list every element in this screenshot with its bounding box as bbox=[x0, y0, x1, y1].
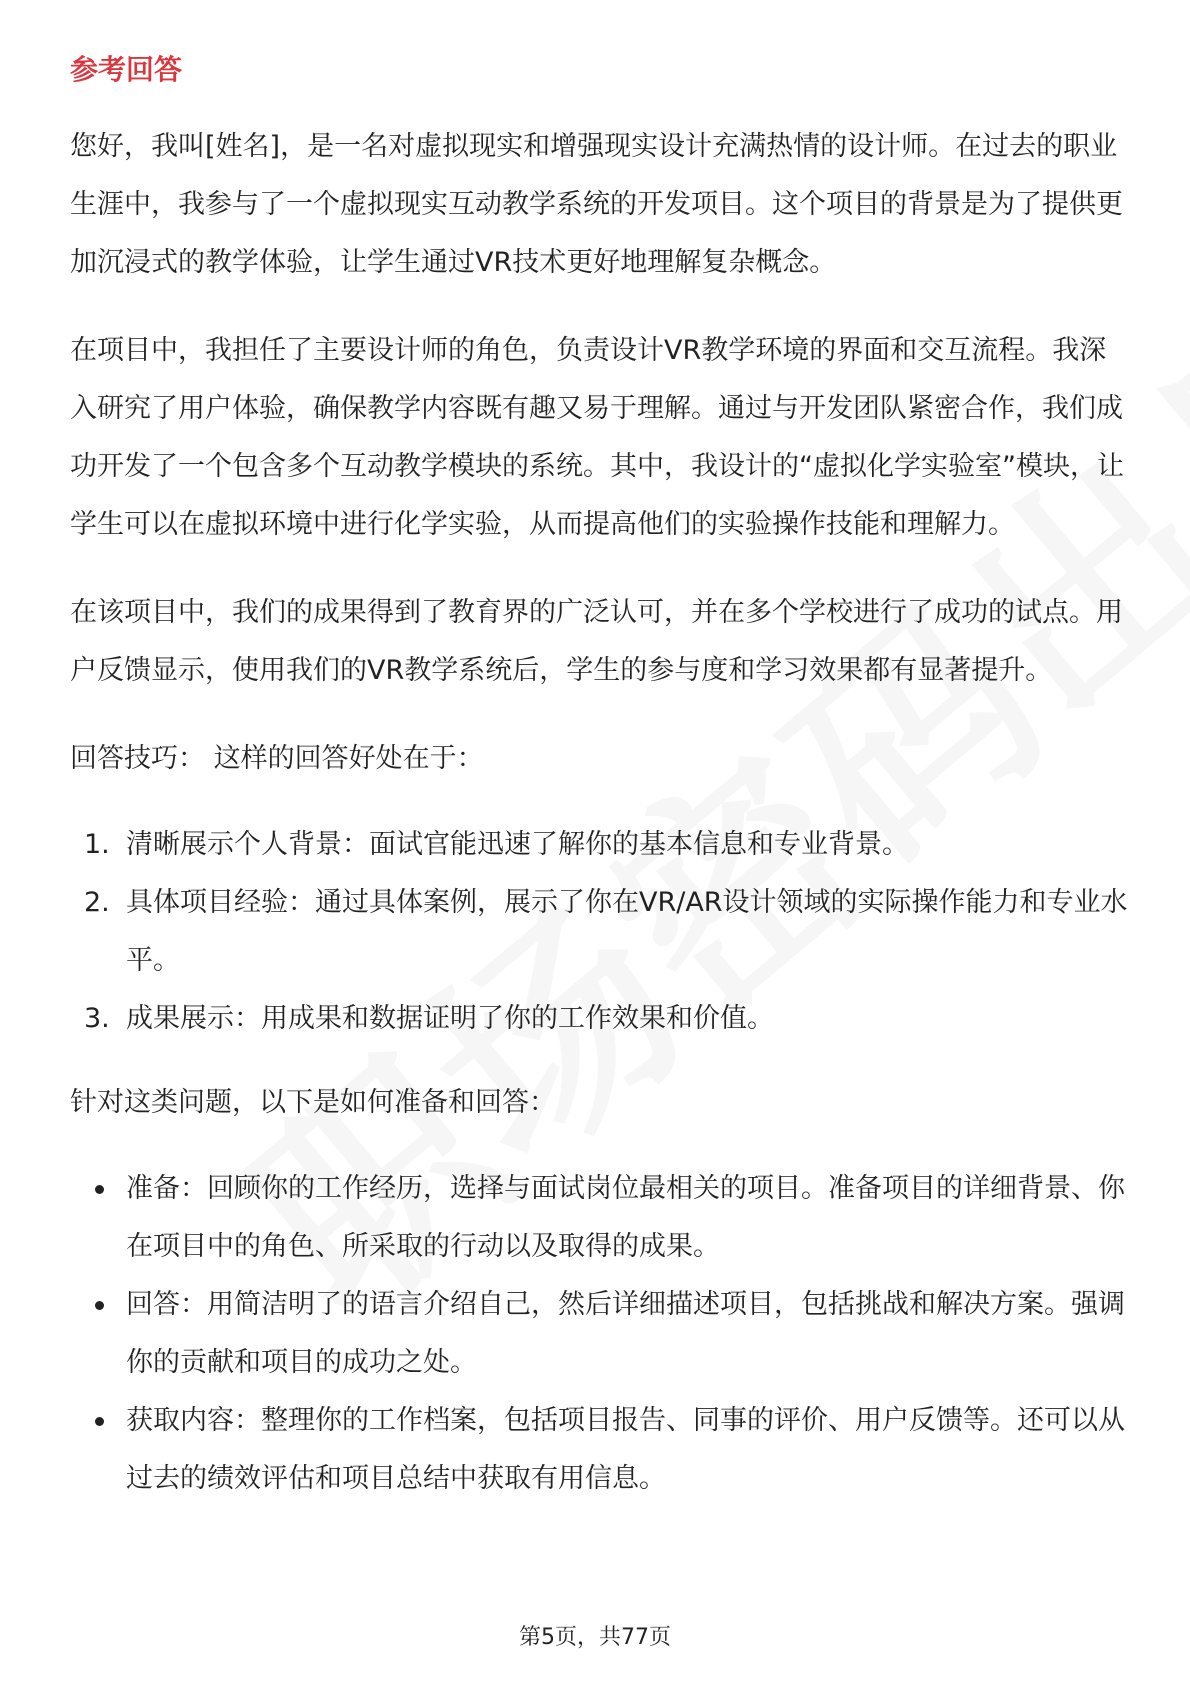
answer-content bbox=[70, 118, 1128, 1534]
paragraph-intro: 您好，我叫[姓名]，是一名对虚拟现实和增强现实设计充满热情的设计师。在过去的职业生涯中，我参与了一个虚拟现实互动教学系统的开发项目。这个项目的背景是为了提供更加沉浸式的教学体验，让学生通过VR技术更好地理解复杂概念。 bbox=[70, 131, 1123, 278]
list-item bbox=[70, 990, 1128, 1048]
bullet-icon bbox=[95, 1185, 104, 1194]
paragraph-role: 在项目中，我担任了主要设计师的角色，负责设计VR教学环境的界面和交互流程。我深入研究了用户体验，确保教学内容既有趣又易于理解。通过与开发团队紧密合作，我们成功开发了一个包含多个互动教学模块的系统。其中，我设计的“虚拟化学实验室”模块，让学生可以在虚拟环境中进行化学实验，从而提高他们的实验操作技能和理解力。 bbox=[70, 335, 1124, 540]
section-heading: 参考回答 bbox=[70, 53, 183, 86]
list-item bbox=[70, 874, 1128, 990]
list-number: 2. bbox=[84, 887, 110, 918]
list-item-text: 准备：回顾你的工作经历，选择与面试岗位最相关的项目。准备项目的详细背景、你在项目中的角色、所采取的行动以及取得的成果。 bbox=[126, 1173, 1125, 1262]
prep-list bbox=[70, 1160, 1128, 1508]
list-item-text: 具体项目经验：通过具体案例，展示了你在VR/AR设计领域的实际操作能力和专业水平。 bbox=[126, 887, 1128, 976]
bullet-icon bbox=[95, 1301, 104, 1310]
list-item-text: 回答：用简洁明了的语言介绍自己，然后详细描述项目，包括挑战和解决方案。强调你的贡献和项目的成功之处。 bbox=[126, 1289, 1125, 1378]
list-item-text: 清晰展示个人背景：面试官能迅速了解你的基本信息和专业背景。 bbox=[126, 829, 909, 860]
tips-list bbox=[70, 816, 1128, 1048]
list-item-text: 获取内容：整理你的工作档案，包括项目报告、同事的评价、用户反馈等。还可以从过去的绩效评估和项目总结中获取有用信息。 bbox=[126, 1405, 1125, 1494]
bullet-icon bbox=[95, 1417, 104, 1426]
list-item-text: 成果展示：用成果和数据证明了你的工作效果和价值。 bbox=[126, 1003, 774, 1034]
list-item bbox=[70, 1276, 1128, 1392]
list-item bbox=[70, 1392, 1128, 1508]
tips-heading: 回答技巧： 这样的回答好处在于： bbox=[70, 743, 484, 774]
list-item bbox=[70, 1160, 1128, 1276]
paragraph-results: 在该项目中，我们的成果得到了教育界的广泛认可，并在多个学校进行了成功的试点。用户反馈显示，使用我们的VR教学系统后，学生的参与度和学习效果都有显著提升。 bbox=[70, 597, 1123, 686]
list-item bbox=[70, 816, 1128, 874]
prep-heading: 针对这类问题，以下是如何准备和回答： bbox=[70, 1087, 556, 1118]
list-number: 1. bbox=[84, 829, 110, 860]
page-number: 第5页，共77页 bbox=[519, 1625, 671, 1650]
list-number: 3. bbox=[84, 1003, 110, 1034]
